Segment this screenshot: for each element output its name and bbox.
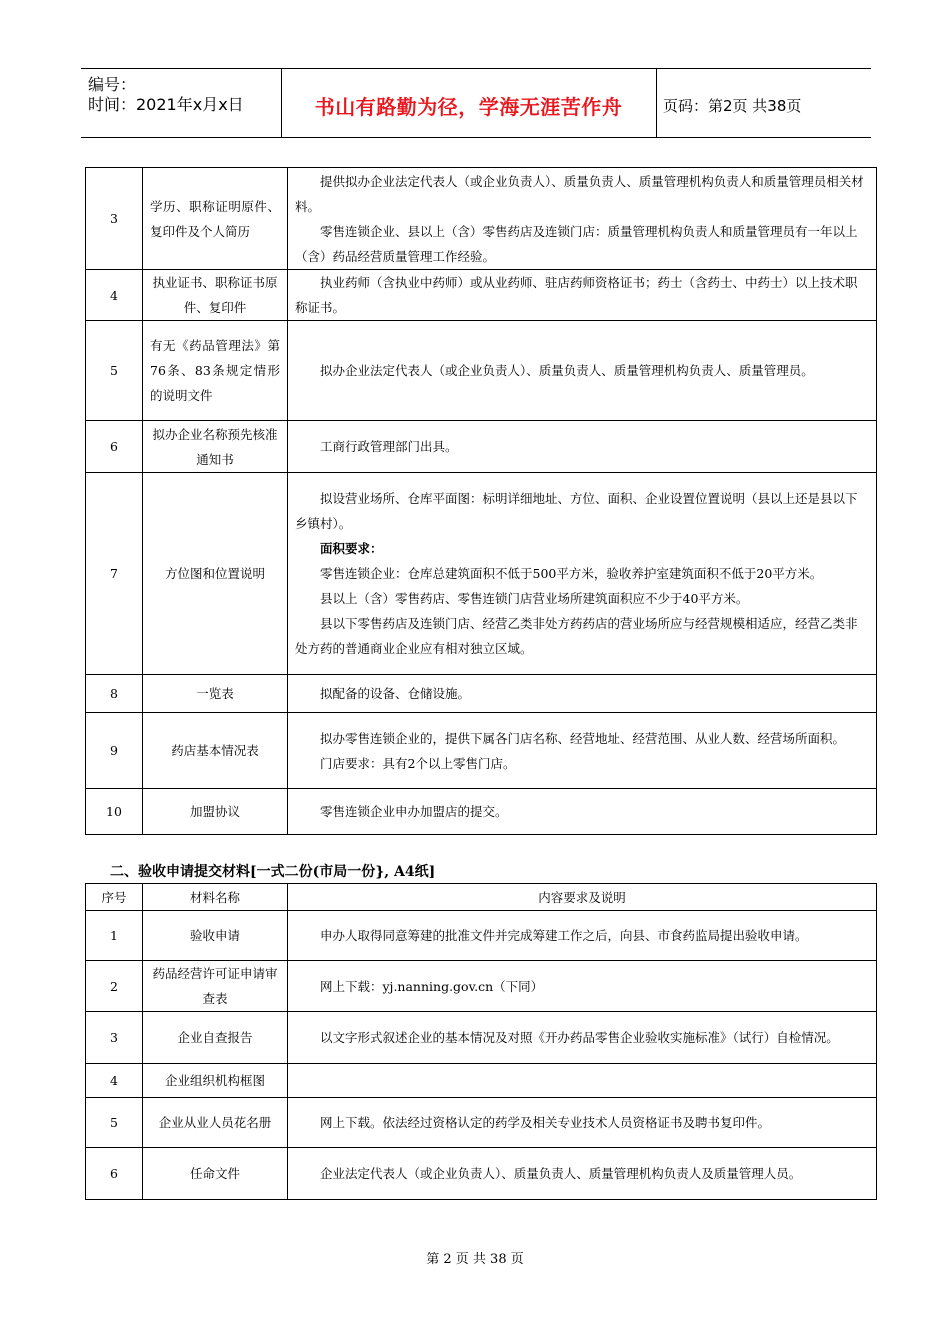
column-header-number: 序号 — [86, 884, 143, 911]
header-motto: 书山有路勤为径，学海无涯苦作舟 — [314, 95, 623, 119]
page-header — [81, 68, 871, 138]
material-name: 企业自查报告 — [143, 1012, 288, 1064]
description-paragraph: 工商行政管理部门出具。 — [320, 439, 458, 454]
description-paragraph: 拟办企业法定代表人（或企业负责人）、质量负责人、质量管理机构负责人、质量管理员。 — [320, 363, 814, 378]
doc-number-label: 编号： — [88, 75, 137, 94]
header-page-cell — [657, 69, 871, 137]
row-number: 4 — [86, 1064, 143, 1098]
material-description — [288, 1148, 877, 1200]
description-paragraph: 网上下载。依法经过资格认定的药学及相关专业技术人员资格证书及聘书复印件。 — [320, 1115, 771, 1130]
material-description — [288, 321, 877, 421]
area-requirement-heading: 面积要求： — [320, 541, 383, 556]
material-description — [288, 789, 877, 835]
description-paragraph: 企业法定代表人（或企业负责人）、质量负责人、质量管理机构负责人及质量管理人员。 — [320, 1166, 802, 1181]
description-paragraph: 提供拟办企业法定代表人（或企业负责人）、质量负责人、质量管理机构负责人和质量管理员相关材料。 — [295, 173, 864, 214]
description-paragraph: 门店要求：具有2个以上零售门店。 — [320, 755, 516, 771]
header-page-label: 页码：第2页 共38页 — [663, 97, 802, 115]
materials-table-2 — [85, 883, 877, 1200]
table-row — [86, 1148, 877, 1200]
material-name: 药店基本情况表 — [143, 713, 288, 789]
material-description — [288, 168, 877, 270]
description-paragraph: 申办人取得同意筹建的批准文件并完成筹建工作之后，向县、市食药监局提出验收申请。 — [320, 928, 808, 943]
material-name: 企业组织机构框图 — [143, 1064, 288, 1098]
table-row — [86, 961, 877, 1012]
material-description — [288, 421, 877, 473]
table-row — [86, 1098, 877, 1148]
material-description — [288, 675, 877, 713]
row-number: 4 — [86, 270, 143, 321]
material-description — [288, 1098, 877, 1148]
row-number: 3 — [86, 1012, 143, 1064]
table-row — [86, 713, 877, 789]
row-number: 9 — [86, 713, 143, 789]
description-paragraph: 拟办零售连锁企业的，提供下属各门店名称、经营地址、经营范围、从业人数、经营场所面积。 — [320, 730, 846, 746]
material-description — [288, 473, 877, 675]
material-name: 验收申请 — [143, 911, 288, 961]
row-number: 1 — [86, 911, 143, 961]
row-number: 5 — [86, 1098, 143, 1148]
description-paragraph: 零售连锁企业申办加盟店的提交。 — [320, 804, 508, 819]
row-number: 3 — [86, 168, 143, 270]
header-motto-cell — [281, 69, 657, 137]
table-row — [86, 911, 877, 961]
material-name: 有无《药品管理法》第76条、83条规定情形的说明文件 — [143, 321, 288, 421]
table-row — [86, 675, 877, 713]
column-header-description: 内容要求及说明 — [288, 884, 877, 911]
description-paragraph: 网上下载：yj.nanning.gov.cn（下同） — [320, 978, 544, 994]
row-number: 8 — [86, 675, 143, 713]
description-paragraph: 零售连锁企业：仓库总建筑面积不低于500平方米，验收养护室建筑面积不低于20平方米。 — [320, 566, 823, 581]
row-number: 6 — [86, 421, 143, 473]
table-row — [86, 1064, 877, 1098]
description-paragraph: 县以下零售药店及连锁门店、经营乙类非处方药药店的营业场所应与经营规模相适应，经营乙类非处方药的普通商业企业应有相对独立区域。 — [295, 616, 858, 656]
header-meta — [81, 69, 282, 137]
table-row — [86, 168, 877, 270]
materials-table-1 — [85, 167, 877, 835]
material-name: 执业证书、职称证书原件、复印件 — [143, 270, 288, 321]
material-name: 药品经营许可证申请审查表 — [143, 961, 288, 1012]
description-paragraph: 县以上（含）零售药店、零售连锁门店营业场所建筑面积应不少于40平方米。 — [320, 591, 749, 606]
row-number: 6 — [86, 1148, 143, 1200]
material-description — [288, 270, 877, 321]
table-row — [86, 321, 877, 421]
table-row — [86, 270, 877, 321]
material-name: 企业从业人员花名册 — [143, 1098, 288, 1148]
material-description — [288, 961, 877, 1012]
material-description — [288, 713, 877, 789]
material-description — [288, 1064, 877, 1098]
material-name: 方位图和位置说明 — [143, 473, 288, 675]
description-paragraph: 拟配备的设备、仓储设施。 — [320, 686, 471, 701]
table-row — [86, 473, 877, 675]
row-number: 7 — [86, 473, 143, 675]
row-number: 2 — [86, 961, 143, 1012]
table-row — [86, 789, 877, 835]
row-number: 10 — [86, 789, 143, 835]
description-paragraph: 拟设营业场所、仓库平面图：标明详细地址、方位、面积、企业设置位置说明（县以上还是县以下乡镇村）。 — [295, 491, 858, 531]
material-description — [288, 1012, 877, 1064]
table-row — [86, 1012, 877, 1064]
column-header-name: 材料名称 — [143, 884, 288, 911]
material-name: 一览表 — [143, 675, 288, 713]
table-row — [86, 421, 877, 473]
doc-date-label: 时间：2021年x月x日 — [88, 95, 244, 114]
row-number: 5 — [86, 321, 143, 421]
description-paragraph: 以文字形式叙述企业的基本情况及对照《开办药品零售企业验收实施标准》（试行）自检情况。 — [320, 1030, 839, 1045]
material-name: 拟办企业名称预先核准通知书 — [143, 421, 288, 473]
material-description — [288, 911, 877, 961]
material-name: 任命文件 — [143, 1148, 288, 1200]
material-name: 学历、职称证明原件、复印件及个人简历 — [143, 168, 288, 270]
description-paragraph: 零售连锁企业、县以上（含）零售药店及连锁门店：质量管理机构负责人和质量管理员有一年以上（含）药品经营质量管理工作经验。 — [295, 223, 858, 264]
section-2-title: 二、验收申请提交材料[一式二份(市局一份}, A4纸] — [110, 864, 436, 880]
material-name: 加盟协议 — [143, 789, 288, 835]
table-header-row — [86, 884, 877, 911]
page-footer: 第 2 页 共 38 页 — [426, 1252, 524, 1267]
description-paragraph: 执业药师（含执业中药师）或从业药师、驻店药师资格证书；药士（含药士、中药士）以上技术职称证书。 — [295, 275, 858, 315]
